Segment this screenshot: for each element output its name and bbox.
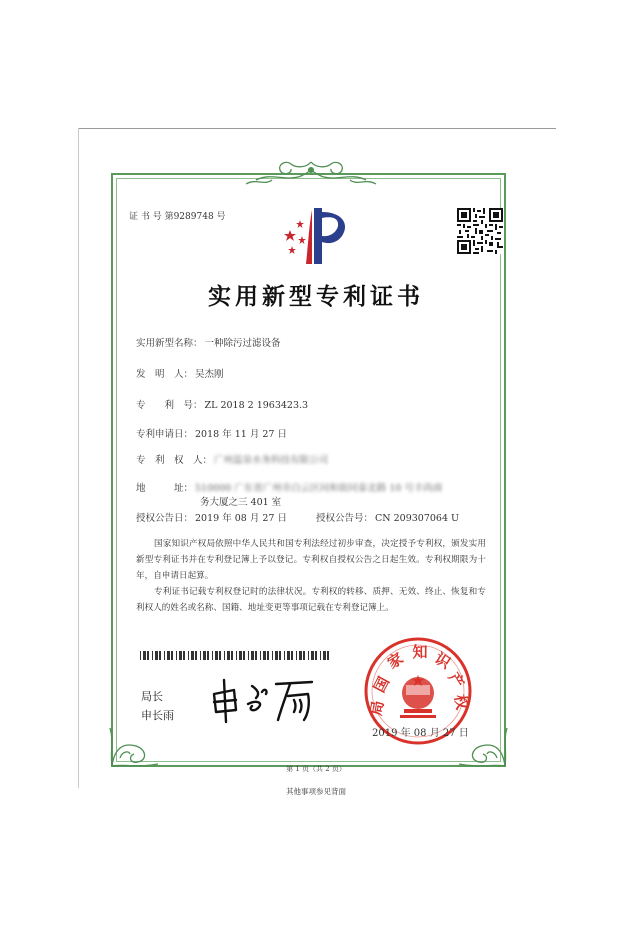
back-side-note: 其他事项参见背面 [286,787,346,796]
patentee-label: 专 利 权 人： [136,455,213,466]
certificate-title: 实用新型专利证书 [208,283,424,310]
grant-date-row [136,510,287,524]
inventor-value: 吴杰刚 [195,369,224,380]
patentee-row [136,452,328,466]
utility-model-name-value: 一种除污过滤设备 [204,338,281,349]
svg-text:家: 家 [384,649,407,673]
inventor-row [136,366,224,380]
paper-left-edge [78,128,79,788]
grant-number-label: 授权公告号： [316,513,374,524]
cnipa-emblem-icon [276,206,352,266]
filing-date-label: 专利申请日： [136,429,194,440]
seal-date: 2019 年 08 月 27 日 [372,728,469,739]
grant-date-value: 2019 年 08 月 27 日 [195,513,287,524]
svg-text:权: 权 [450,693,472,712]
director-title: 局长 [141,690,163,703]
address-label: 地 址： [136,483,194,494]
svg-text:产: 产 [444,669,468,692]
svg-text:局: 局 [366,699,388,718]
certificate-number: 证 书 号 第9289748 号 [129,212,226,222]
legal-status-paragraph: 专利证书记载专利权登记时的法律状况。专利权的转移、质押、无效、终止、恢复和专利权人的姓名或名称、国籍、地址变更等事项记载在专利登记簿上。 [136,587,486,613]
filing-date-row [136,426,287,440]
utility-model-name-row [136,335,281,349]
grant-number-row [316,510,459,524]
patent-number-row [136,397,308,411]
utility-model-name-label: 实用新型名称： [136,338,203,349]
paper-top-edge [78,128,556,129]
director-signature [208,676,320,726]
inventor-label: 发 明 人： [136,369,194,380]
patent-number-label: 专 利 号： [136,400,203,411]
grant-date-label: 授权公告日： [136,513,194,524]
qr-code-icon [457,208,503,254]
address-row [136,480,442,494]
svg-text:识: 识 [431,649,454,673]
patentee-value: 广州温泉水务科技有限公司 [214,455,329,466]
page-indicator: 第 1 页（共 2 页） [286,765,346,773]
patent-number-value: ZL 2018 2 1963423.3 [204,400,309,411]
director-name: 申长雨 [141,709,174,722]
corner-ornament-bottom-left [108,720,163,770]
grant-number-value: CN 209307064 U [375,513,460,524]
svg-text:知: 知 [412,643,428,661]
grant-statement-paragraph: 国家知识产权局依照中华人民共和国专利法经过初步审查，决定授予专利权，颁发实用新型专利证书并在专利登记簿上予以登记。专利权自授权公告之日起生效。专利权期限为十年，自申请日起算。 [136,539,486,581]
top-ornament [236,158,386,188]
barcode-icon [140,651,330,660]
address-line1: 510000 广东省广州市白云区同和街同泰北路 10 号丰尚商 [195,483,443,494]
filing-date-value: 2018 年 11 月 27 日 [195,429,287,440]
svg-text:国: 国 [370,673,394,696]
address-line2: 务大厦之三 401 室 [200,497,282,508]
